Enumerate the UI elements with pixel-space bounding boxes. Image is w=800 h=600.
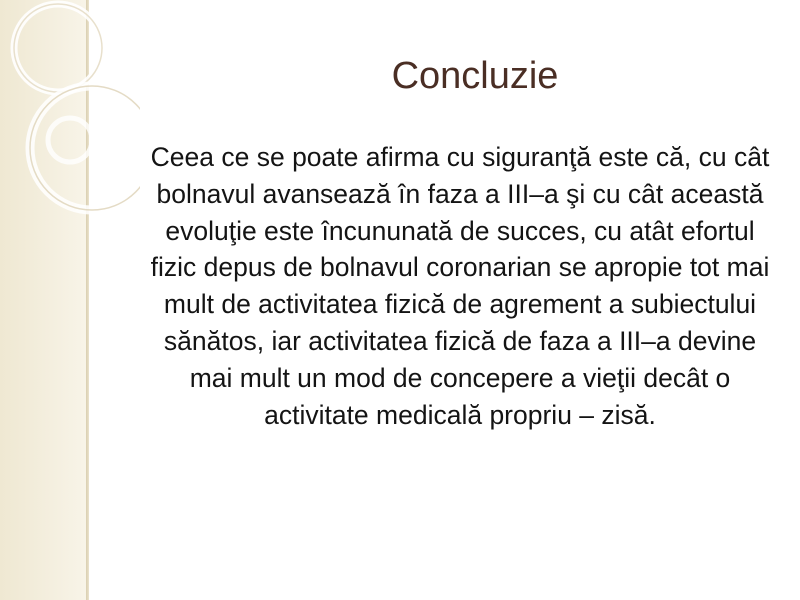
decorative-rings (0, 0, 140, 260)
slide-body-text: Ceea ce se poate afirma cu siguranţă este că, cu cât bolnavul avansează în faza a III–a şi cu cât această evoluţie este încununată de succes, cu atât efortul fizic depus de bolnavul coronarian se apropie tot mai mult de activitatea fizică de agrement a subiectului sănătos, iar activitatea fizică de faza a III–a devine mai mult un mod de concepere a vieţii decât o activitate medicală propriu – zisă. (150, 142, 770, 430)
ring-inner (14, 4, 102, 92)
ring-small (48, 118, 92, 162)
slide-title: Concluzie (391, 55, 559, 97)
ring-large (30, 86, 140, 210)
